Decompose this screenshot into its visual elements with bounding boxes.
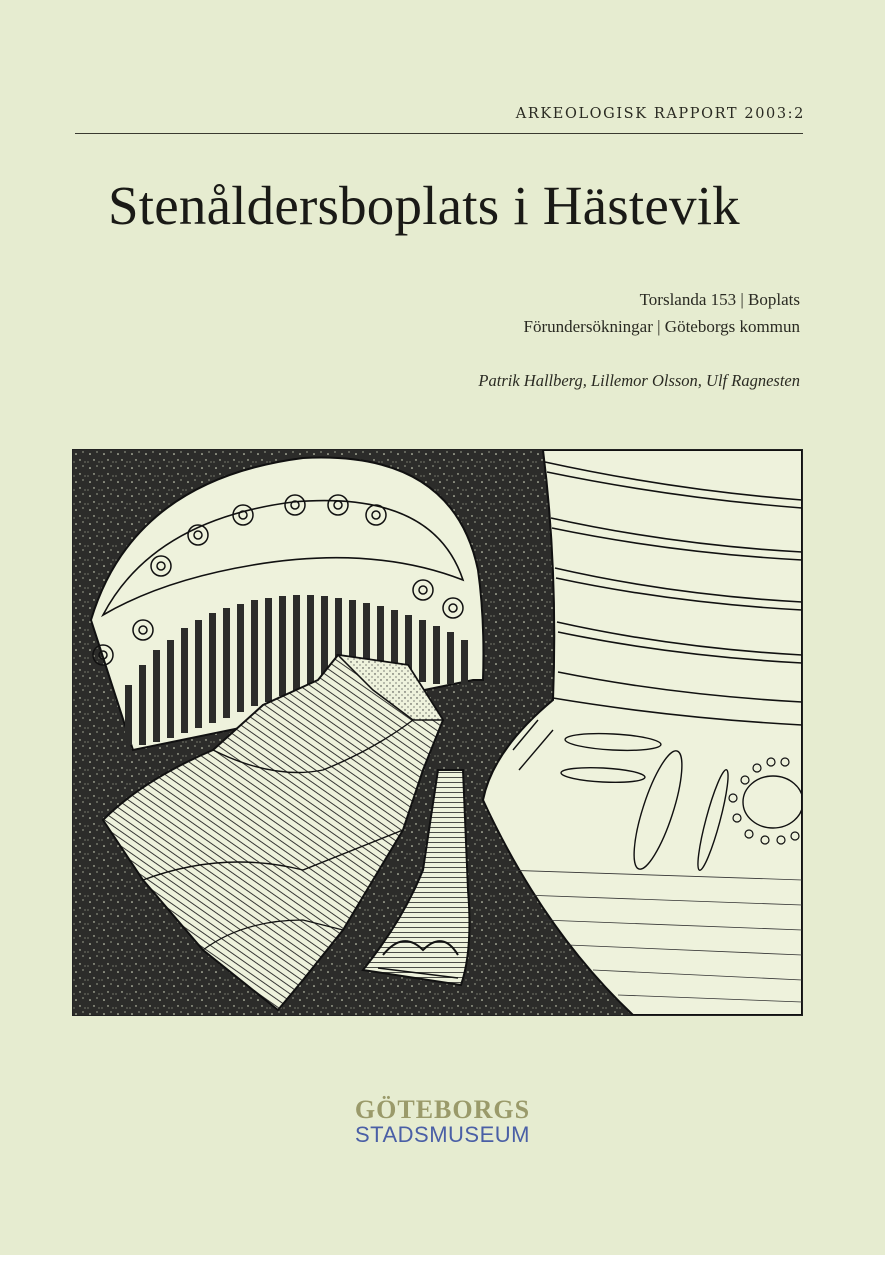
authors: Patrik Hallberg, Lillemor Olsson, Ulf Ragnesten [478, 371, 800, 390]
museum-logo-line-1: GÖTEBORGS [354, 1095, 531, 1124]
cover-illustration [72, 449, 803, 1016]
page-title: Stenåldersboplats i Hästevik [108, 175, 740, 236]
header-rule [75, 133, 803, 134]
series-label: ARKEOLOGISK RAPPORT 2003:2 [515, 106, 805, 122]
subtitle-line-2: Förundersökningar | Göteborgs kommun [523, 317, 800, 336]
subtitle-line-1: Torslanda 153 | Boplats [639, 290, 800, 309]
museum-logo-line-2: STADSMUSEUM [355, 1122, 530, 1147]
